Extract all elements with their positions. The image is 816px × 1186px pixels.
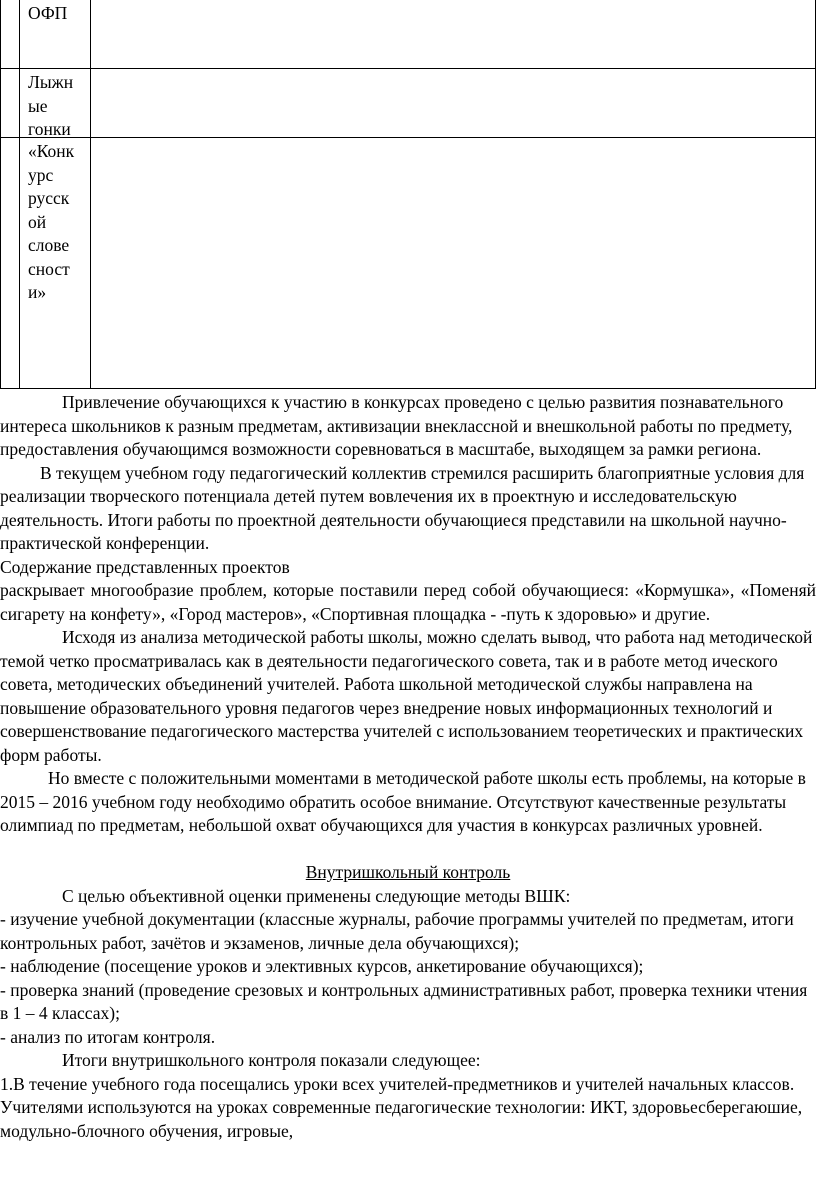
paragraph-problems: Но вместе с положительными моментами в методической работе школы есть проблемы, на которые в 2015 – 2016 учебном году необходимо обратить особое внимание. Отсутствуют качественные результаты олимпиад по предметам, небольшой охват обучающихся для участия в конкурсах различных уровней. (0, 768, 806, 835)
methods-intro: С целью объективной оценки применены следующие методы ВШК: (62, 885, 571, 906)
section-heading: Внутришкольный контроль (305, 862, 511, 882)
table-cell-contest: «Конк урс русск ой слове сност и» (28, 141, 75, 302)
table-border-inner (90, 0, 91, 389)
table-border-left (0, 0, 1, 389)
paragraph-projects-content: Содержание представленных проектов (0, 556, 290, 577)
paragraph-projects: В текущем учебном году педагогический коллектив стремился расширить благоприятные условия для реализации творческого потенциала детей путем вовлечения их в проектную и исследовательскую деятельность. Итоги работы по проектной деятельности обучающиеся представили на школьной научно-практической конференции. (0, 462, 805, 553)
paragraph-projects-list: раскрывает многообразие проблем, которые поставили перед собой обучающиеся: «Кормушка», «Поменяй сигарету на конфету», «Город мастеров», «Спортивная площадка - -путь к здоровью» и другие. (0, 580, 816, 624)
table-row-divider (0, 137, 816, 138)
result-item: 1.В течение учебного года посещались уроки всех учителей-предметников и учителей начальных классов. Учителями используются на уроках современные педагогические технологии: ИКТ, здоровьесберегаюшие, модульно-блочного обучения, игровые, (0, 1073, 803, 1141)
method-item: - изучение учебной документации (классные журналы, рабочие программы учителей по предметам, итоги контрольных работ, зачётов и экзаменов, личные дела обучающихся); (0, 909, 794, 953)
method-item: - проверка знаний (проведение срезовых и контрольных административных работ, проверка техники чтения в 1 – 4 классах); (0, 979, 808, 1023)
table-border-bottom (0, 388, 816, 389)
method-item: - наблюдение (посещение уроков и элективных курсов, анкетирование обучающихся); (0, 956, 644, 976)
document-body (0, 391, 816, 1143)
table-cell-ofp: ОФП (28, 3, 68, 23)
table-border-inner (19, 0, 20, 389)
paragraph-contests: Привлечение обучающихся к участию в конкурсах проведено с целью развития познавательного интереса школьников к разным предметам, активизации внеклассной и внешкольной работы по предмету, предоставления обучающимся возможности соревноваться в масштабе, выходящем за рамки региона. (0, 392, 793, 459)
subjects-table (0, 0, 816, 389)
table-cell-ski: Лыжн ые гонки (28, 72, 74, 139)
method-item: - анализ по итогам контроля. (0, 1026, 216, 1047)
paragraph-method-analysis: Исходя из анализа методической работы школы, можно сделать вывод, что работа над методической темой четко просматривалась как в деятельности педагогического совета, так и в работе метод ического совета, методических объединений учителей. Работа школьной методической службы направлена на повышение образовательного уровня педагогов через внедрение новых информационных технологий и совершенствование педагогического мастерства учителей с использованием теоретических и практических форм работы. (0, 627, 813, 765)
table-row-divider (0, 68, 816, 69)
results-intro: Итоги внутришкольного контроля показали следующее: (62, 1050, 481, 1070)
